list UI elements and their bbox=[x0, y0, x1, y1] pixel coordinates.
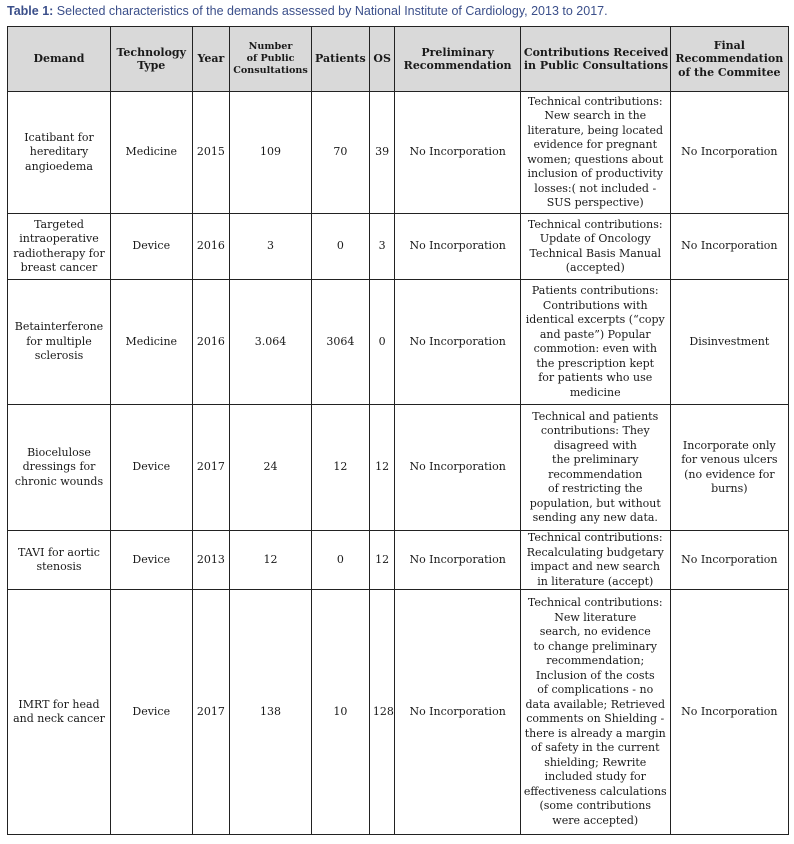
caption-text: Selected characteristics of the demands assessed by National Institute of Cardiology, 2013 to 2017. bbox=[53, 4, 608, 18]
cell-line: disagreed with bbox=[553, 438, 637, 452]
cell-line: Technical contributions: bbox=[527, 531, 663, 544]
cell-line: search, no evidence bbox=[539, 625, 651, 638]
cell-line: literature, being located bbox=[527, 123, 664, 137]
cell-line: chronic wounds bbox=[14, 474, 104, 488]
cell-line: SUS perspective) bbox=[546, 196, 644, 209]
cell-line: No Incorporation bbox=[681, 145, 778, 159]
cell-line: included study for bbox=[544, 770, 646, 783]
cell-line: angioedema bbox=[25, 159, 93, 173]
final-recommendation-cell bbox=[670, 531, 788, 590]
final-recommendation-cell bbox=[670, 590, 788, 835]
year-cell: 2015 bbox=[192, 92, 230, 214]
cell-line: medicine bbox=[569, 385, 621, 399]
cell-line: of safety in the current bbox=[531, 741, 660, 754]
year-cell: 2016 bbox=[192, 280, 230, 405]
cell-line: data available; Retrieved bbox=[525, 697, 666, 711]
cell-line: Recalculating budgetary bbox=[526, 545, 664, 559]
cell-line: Patients contributions: bbox=[531, 284, 659, 297]
consultations-cell: 24 bbox=[230, 405, 312, 531]
cell-line: sclerosis bbox=[34, 349, 84, 363]
table-row bbox=[8, 405, 789, 531]
cell-line: Demand bbox=[33, 52, 85, 66]
consultations-cell: 3 bbox=[230, 214, 312, 280]
table-caption bbox=[7, 4, 787, 18]
demand-cell bbox=[8, 214, 111, 280]
os-cell: 12 bbox=[369, 405, 394, 531]
final-recommendation-cell bbox=[670, 214, 788, 280]
header-year bbox=[192, 27, 230, 92]
cell-line: Inclusion of the costs bbox=[535, 668, 655, 682]
patients-cell: 0 bbox=[311, 531, 369, 590]
cell-line: of restricting the bbox=[547, 482, 643, 495]
cell-line: Preliminary bbox=[421, 45, 494, 59]
technology-type-cell: Device bbox=[110, 531, 192, 590]
cell-line: No Incorporation bbox=[681, 239, 778, 253]
cell-line: Icatibant for bbox=[24, 130, 94, 144]
cell-line: Betainterferone bbox=[14, 320, 104, 334]
table-row bbox=[8, 92, 789, 214]
year-cell: 2016 bbox=[192, 214, 230, 280]
os-cell: 0 bbox=[369, 280, 394, 405]
patients-cell: 70 bbox=[311, 92, 369, 214]
contributions-cell bbox=[520, 92, 670, 214]
patients-cell: 12 bbox=[311, 405, 369, 531]
cell-line: of Public bbox=[246, 53, 295, 64]
cell-line: hereditary bbox=[29, 145, 89, 159]
cell-line: Technical contributions: bbox=[527, 596, 663, 609]
demand-cell bbox=[8, 92, 111, 214]
cell-line: losses:( not included - bbox=[534, 181, 657, 195]
cell-line: Disinvestment bbox=[689, 334, 770, 348]
cell-line: Biocelulose bbox=[27, 445, 91, 459]
header-technology-type bbox=[110, 27, 192, 92]
cell-line: burns) bbox=[711, 482, 748, 495]
demand-cell bbox=[8, 280, 111, 405]
contributions-cell bbox=[520, 280, 670, 405]
cell-line: to change preliminary bbox=[533, 639, 657, 653]
cell-line: for venous ulcers bbox=[681, 453, 778, 466]
cell-line: comments on Shielding - bbox=[526, 712, 665, 725]
technology-type-cell: Medicine bbox=[110, 280, 192, 405]
os-cell: 128 bbox=[369, 590, 394, 835]
cell-line: No Incorporation bbox=[681, 552, 778, 566]
cell-line: Technical contributions: bbox=[527, 217, 663, 231]
cell-line: New search in the bbox=[544, 109, 647, 122]
cell-line: Technical contributions: bbox=[527, 94, 663, 108]
cell-line: Consultations bbox=[233, 65, 308, 76]
year-cell: 2013 bbox=[192, 531, 230, 590]
header-public-consultations bbox=[230, 27, 312, 92]
cell-line: (no evidence for bbox=[684, 467, 775, 481]
cell-line: Year bbox=[197, 52, 225, 66]
cell-line: inclusion of productivity bbox=[527, 167, 663, 180]
cell-line: recommendation bbox=[548, 467, 643, 481]
table-row bbox=[8, 590, 789, 835]
demand-cell bbox=[8, 590, 111, 835]
consultations-cell: 138 bbox=[230, 590, 312, 835]
final-recommendation-cell bbox=[670, 280, 788, 405]
contributions-cell bbox=[520, 590, 670, 835]
cell-line: the prescription kept bbox=[536, 356, 655, 370]
cell-line: Contributions with bbox=[542, 298, 648, 312]
cell-line: TAVI for aortic bbox=[18, 545, 100, 559]
cell-line: Technical Basis Manual bbox=[529, 246, 662, 260]
cell-line: Targeted bbox=[34, 217, 84, 231]
header-row bbox=[8, 27, 789, 92]
cell-line: were accepted) bbox=[552, 813, 639, 827]
cell-line: population, but without bbox=[529, 496, 661, 510]
patients-cell: 3064 bbox=[311, 280, 369, 405]
cell-line: for multiple bbox=[26, 334, 92, 348]
cell-line: Update of Oncology bbox=[539, 232, 651, 245]
cell-line: in Public Consultations bbox=[523, 59, 669, 72]
preliminary-recommendation-cell: No Incorporation bbox=[395, 92, 520, 214]
cell-line: OS bbox=[373, 52, 391, 66]
caption-label: Table 1: bbox=[7, 4, 54, 18]
cell-line: the preliminary bbox=[552, 453, 639, 466]
contributions-cell bbox=[520, 214, 670, 280]
table-row bbox=[8, 531, 789, 590]
year-cell: 2017 bbox=[192, 405, 230, 531]
cell-line: recommendation; bbox=[546, 654, 645, 667]
cell-line: Type bbox=[137, 59, 166, 72]
cell-line: of the Commitee bbox=[678, 65, 781, 79]
cell-line: shielding; Rewrite bbox=[544, 755, 647, 769]
cell-line: (some contributions bbox=[539, 799, 651, 812]
preliminary-recommendation-cell: No Incorporation bbox=[395, 280, 520, 405]
header-final-recommendation bbox=[670, 27, 788, 92]
cell-line: sending any new data. bbox=[532, 511, 658, 524]
cell-line: Number bbox=[248, 41, 293, 52]
cell-line: of complications - no bbox=[537, 683, 654, 696]
cell-line: and paste”) Popular bbox=[539, 327, 651, 341]
cell-line: Technical and patients bbox=[532, 409, 659, 423]
os-cell: 12 bbox=[369, 531, 394, 590]
preliminary-recommendation-cell: No Incorporation bbox=[395, 405, 520, 531]
cell-line: effectiveness calculations bbox=[523, 784, 667, 798]
header-os bbox=[369, 27, 394, 92]
technology-type-cell: Medicine bbox=[110, 92, 192, 214]
contributions-cell bbox=[520, 531, 670, 590]
patients-cell: 10 bbox=[311, 590, 369, 835]
cell-line: commotion: even with bbox=[533, 342, 657, 355]
cell-line: Technology bbox=[116, 45, 187, 59]
contributions-cell bbox=[520, 405, 670, 531]
cell-line: evidence for pregnant bbox=[533, 138, 657, 151]
cell-line: dressings for bbox=[22, 460, 96, 474]
os-cell: 3 bbox=[369, 214, 394, 280]
os-cell: 39 bbox=[369, 92, 394, 214]
technology-type-cell: Device bbox=[110, 405, 192, 531]
cell-line: No Incorporation bbox=[681, 704, 778, 718]
cell-line: Contributions Received bbox=[523, 45, 669, 59]
cell-line: Recommendation bbox=[675, 52, 784, 66]
cell-line: Incorporate only bbox=[682, 438, 776, 452]
cell-line: Final bbox=[713, 38, 745, 52]
consultations-cell: 12 bbox=[230, 531, 312, 590]
final-recommendation-cell bbox=[670, 92, 788, 214]
header-patients bbox=[311, 27, 369, 92]
cell-line: identical excerpts (“copy bbox=[525, 313, 665, 326]
technology-type-cell: Device bbox=[110, 590, 192, 835]
demand-cell bbox=[8, 405, 111, 531]
cell-line: IMRT for head bbox=[18, 697, 100, 711]
preliminary-recommendation-cell: No Incorporation bbox=[395, 590, 520, 835]
cell-line: women; questions about bbox=[527, 152, 664, 166]
cell-line: Patients bbox=[315, 52, 366, 66]
table-body bbox=[8, 92, 789, 835]
cell-line: (accepted) bbox=[565, 261, 625, 274]
year-cell: 2017 bbox=[192, 590, 230, 835]
cell-line: radiotherapy for bbox=[13, 246, 105, 260]
cell-line: and neck cancer bbox=[13, 712, 105, 725]
cell-line: impact and new search bbox=[530, 560, 661, 573]
preliminary-recommendation-cell: No Incorporation bbox=[395, 214, 520, 280]
cell-line: intraoperative bbox=[19, 232, 99, 245]
cell-line: Recommendation bbox=[403, 59, 512, 72]
table-row bbox=[8, 214, 789, 280]
technology-type-cell: Device bbox=[110, 214, 192, 280]
table-row bbox=[8, 280, 789, 405]
header-preliminary-recommendation bbox=[395, 27, 520, 92]
cell-line: in literature (accept) bbox=[537, 574, 654, 588]
consultations-cell: 109 bbox=[230, 92, 312, 214]
final-recommendation-cell bbox=[670, 405, 788, 531]
header-contributions bbox=[520, 27, 670, 92]
demand-cell bbox=[8, 531, 111, 590]
cell-line: there is already a margin bbox=[524, 726, 666, 740]
preliminary-recommendation-cell: No Incorporation bbox=[395, 531, 520, 590]
characteristics-table bbox=[7, 26, 789, 835]
cell-line: breast cancer bbox=[20, 261, 98, 274]
cell-line: for patients who use bbox=[538, 371, 653, 384]
consultations-cell: 3.064 bbox=[230, 280, 312, 405]
header-demand bbox=[8, 27, 111, 92]
patients-cell: 0 bbox=[311, 214, 369, 280]
cell-line: contributions: They bbox=[540, 424, 650, 437]
cell-line: stenosis bbox=[36, 560, 82, 573]
cell-line: New literature bbox=[554, 610, 637, 624]
